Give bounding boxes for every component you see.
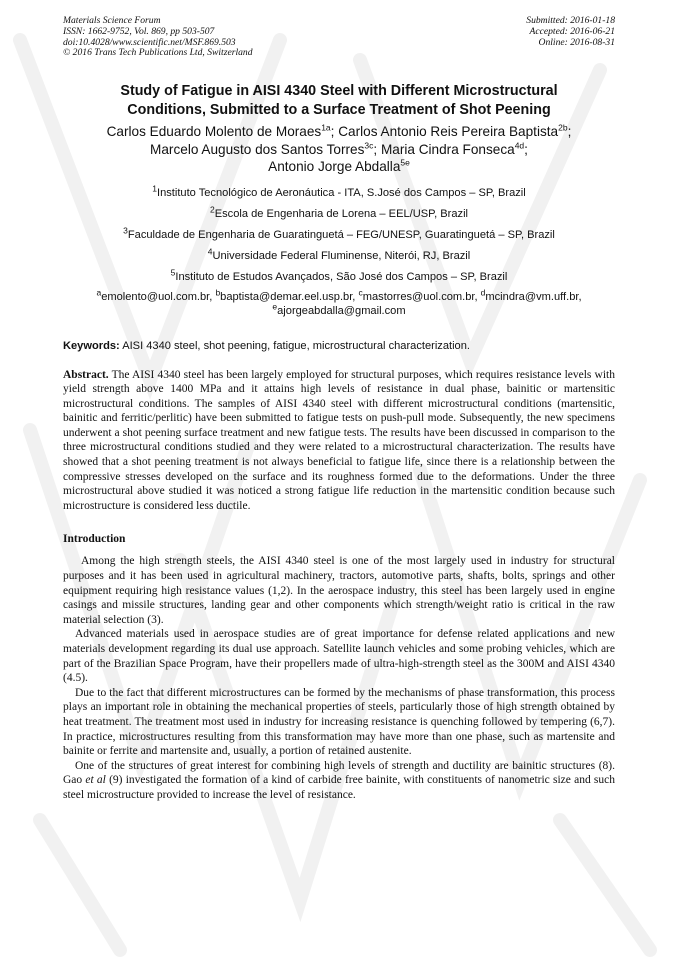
- affiliation-text: Escola de Engenharia de Lorena – EEL/USP, Brazil: [214, 207, 468, 220]
- author-separator: ;: [567, 124, 572, 139]
- affiliation: [63, 182, 615, 200]
- author-sup: 3c: [364, 139, 374, 150]
- introduction-paragraph: [63, 759, 615, 803]
- submitted-date: Submitted: 2016-01-18: [526, 15, 615, 26]
- affiliation-sup: 3: [123, 224, 128, 235]
- accepted-date: Accepted: 2016-06-21: [529, 25, 615, 37]
- online-date: Online: 2016-08-31: [538, 36, 615, 48]
- keywords-text: AISI 4340 steel, shot peening, fatigue, microstructural characterization.: [119, 339, 470, 352]
- affiliation-sup: 1: [152, 182, 157, 193]
- abstract: [63, 368, 615, 514]
- email-sup: e: [272, 300, 278, 311]
- email-sup: b: [215, 286, 221, 297]
- email-line: [63, 300, 615, 318]
- affiliation: [63, 266, 615, 284]
- introduction-paragraph: Due to the fact that different microstructures can be formed by the mechanisms of phase transformation, this process plays an important role in obtaining the mechanical properties of steels, particularly those of high strength obtained by heat treatment. The treatment most used in industry for increasing resistance is quenching followed by tempering (6,7). In practice, microstructures resulting from this transformation may have more than one phase, such as martensite and bainite or ferrite and martensite and, usually, a portion of retained austenite.: [63, 686, 615, 758]
- journal-header: [63, 16, 615, 66]
- affiliation-text: Faculdade de Engenharia de Guaratinguetá – FEG/UNESP, Guaratinguetá – SP, Brazil: [127, 228, 555, 241]
- publication-info: [63, 16, 253, 59]
- section-heading-introduction: Introduction: [63, 533, 126, 546]
- author-separator: ;: [330, 124, 339, 139]
- author-name: Maria Cindra Fonseca: [380, 141, 515, 157]
- keywords-label: Keywords:: [63, 339, 120, 352]
- affiliation-text: Instituto de Estudos Avançados, São José dos Campos – SP, Brazil: [175, 270, 508, 283]
- author-list: [63, 123, 615, 176]
- author-sup: 5e: [400, 157, 410, 168]
- affiliation-sup: 5: [170, 266, 176, 277]
- author-name: Carlos Eduardo Molento de Moraes: [106, 124, 322, 139]
- paper-title: [63, 82, 615, 120]
- email-sup: c: [358, 286, 363, 297]
- email-link[interactable]: mcindra@vm.uff.br,: [485, 290, 582, 303]
- author-separator: ;: [373, 141, 381, 157]
- abstract-label: Abstract.: [63, 368, 109, 381]
- abstract-text: The AISI 4340 steel has been largely employed for structural purposes, which requires resistance levels with yield strength above 1400 MPa and it attains high levels of resistance in dual phase, bainitic or martensitic microstructural conditions. The samples of AISI 4340 steel with different microstructural conditions (martensitic, bainitic and ferritic/perlitic) have been submitted to fatigue tests on push-pull mode. Subsequently, the new specimens underwent a shot peening surface treatment and new fatigue tests. The results have been discussed in comparison to the three microstructural conditions studied and they were related to a microstructural characterization. The results have showed that a shot peening treatment is not always beneficial to fatigue life, since there is a relationship between the compressive stresses developed on the surface and its roughness formed due to the deformations. Under the three microstructural above studied it was noticed a strong fatigue life reduction in the martensitic condition because such microstructure is considered less ductile.: [63, 368, 615, 512]
- affiliation: [63, 245, 615, 263]
- affiliation: [63, 224, 615, 242]
- et-al: et al: [85, 774, 106, 787]
- author-separator: ;: [524, 141, 528, 157]
- author-name: Marcelo Augusto dos Santos Torres: [150, 141, 365, 157]
- paper-page: [63, 16, 615, 803]
- email-line: [63, 286, 615, 304]
- introduction-paragraph: Among the high strength steels, the AISI 4340 steel is one of the most largely used in industry for structural purposes and it has been used in agricultural machinery, tractors, automotive parts, shafts, bolts, springs and other equipment requiring high resistance values (1,2). In the aerospace industry, this steel has been largely used in engine casings and missile structures, landing gear and other components which strength/weight ratio is critical in the raw material selection (3).: [63, 555, 615, 626]
- copyright-line: © 2016 Trans Tech Publications Ltd, Switzerland: [63, 47, 253, 59]
- affiliation-sup: 2: [210, 203, 215, 214]
- paragraph-text: One of the structures of great interest for combining high levels of strength and ductility are bainitic structures (8). Gao: [63, 759, 615, 787]
- author-line: [63, 123, 615, 141]
- email-list: [63, 286, 615, 318]
- email-link[interactable]: ajorgeabdalla@gmail.com: [277, 304, 406, 317]
- email-link[interactable]: emolento@uol.com.br,: [101, 290, 216, 303]
- keywords: [63, 339, 615, 353]
- author-name: Carlos Antonio Reis Pereira Baptista: [338, 124, 559, 139]
- introduction-paragraph: Advanced materials used in aerospace studies are of great importance for defense related applications and new materials development regarding its dual use approach. Satellite launch vehicles and some probing vehicles, which are part of the Brazilian Space Program, have their propellers made of ultra-high-strength steel as the 300M and AISI 4340 (4.5).: [63, 628, 615, 685]
- issn-line: ISSN: 1662-9752, Vol. 869, pp 503-507: [63, 25, 215, 37]
- affiliation-text: Instituto Tecnológico de Aeronáutica - ITA, S.José dos Campos – SP, Brazil: [156, 186, 526, 199]
- author-sup: 4d: [514, 139, 525, 150]
- affiliation: [63, 203, 615, 221]
- title-line-2: Conditions, Submitted to a Surface Treatment of Shot Peening: [127, 102, 551, 118]
- email-sup: a: [96, 286, 102, 297]
- author-line: [63, 158, 615, 176]
- email-link[interactable]: mastorres@uol.com.br,: [362, 290, 481, 303]
- affiliation-sup: 4: [207, 245, 213, 256]
- journal-name: Materials Science Forum: [63, 15, 161, 26]
- email-sup: d: [480, 286, 486, 297]
- email-link[interactable]: baptista@demar.eel.usp.br,: [220, 290, 359, 303]
- author-name: Antonio Jorge Abdalla: [268, 159, 401, 174]
- affiliation-text: Universidade Federal Fluminense, Niterói, RJ, Brazil: [212, 249, 471, 262]
- author-line: [63, 141, 615, 159]
- author-sup: 2b: [558, 122, 568, 133]
- publication-dates: [526, 16, 615, 48]
- paragraph-text: (9) investigated the formation of a kind of carbide free bainite, with constituents of nanometric size and such steel microstructure provided to increase the level of resistance.: [63, 774, 615, 801]
- author-sup: 1a: [321, 122, 331, 133]
- doi-line[interactable]: doi:10.4028/www.scientific.net/MSF.869.503: [63, 36, 236, 48]
- title-line-1: Study of Fatigue in AISI 4340 Steel with Different Microstructural: [120, 83, 558, 99]
